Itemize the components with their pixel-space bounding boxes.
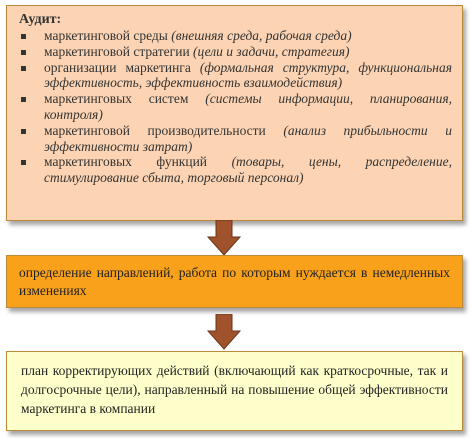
bullet-icon: [21, 129, 26, 134]
arrow-shape: [208, 220, 240, 255]
down-arrow-icon: [207, 314, 241, 350]
audit-item: [19, 154, 452, 186]
audit-item-main: маркетинговой среды: [44, 28, 168, 43]
audit-item-detail: (формальная структура, функциональная эффективность, эффективность взаимодействия): [44, 59, 452, 91]
audit-item-detail: (внешняя среда, рабочая среда): [171, 28, 352, 43]
audit-item: [19, 28, 452, 44]
audit-item-main: маркетинговых функций: [44, 154, 208, 170]
audit-list: [19, 28, 452, 186]
bullet-icon: [21, 160, 26, 165]
priority-directions-text: определение направлений, работа по которым нуждается в немедленных изменениях: [19, 265, 450, 298]
audit-item: [19, 91, 452, 123]
bullet-icon: [21, 97, 26, 102]
audit-item-detail: (анализ прибыльности и эффективности затрат): [44, 122, 453, 154]
bullet-icon: [21, 34, 26, 39]
audit-item-main: маркетинговых систем: [44, 91, 189, 107]
arrow-shape: [208, 314, 240, 349]
bullet-icon: [21, 66, 26, 71]
audit-item-main: маркетинговой производительности: [44, 122, 266, 138]
action-plan-box: [6, 351, 463, 431]
audit-item-main: организации маркетинга: [44, 59, 191, 75]
audit-item: [19, 60, 452, 92]
audit-item: [19, 44, 452, 60]
bullet-icon: [21, 50, 26, 55]
audit-item-detail: (цели и задачи, стратегия): [193, 43, 350, 59]
action-plan-text: план корректирующих действий (включающий как краткосрочные, так и долгосрочные цели), направленный на повышение общей эффективности маркетинга в компании: [21, 363, 448, 416]
audit-item: [19, 123, 452, 155]
audit-item-detail: (товары, цены, распределение, стимулирование сбыта, торговый персонал): [44, 154, 452, 186]
audit-box: [6, 5, 463, 221]
audit-title: Аудит:: [19, 12, 62, 27]
priority-directions-box: [6, 255, 463, 308]
audit-item-detail: (системы информации, планирования, контроля): [44, 91, 453, 122]
down-arrow-icon: [207, 220, 241, 256]
audit-item-main: маркетинговой стратегии: [44, 43, 190, 59]
